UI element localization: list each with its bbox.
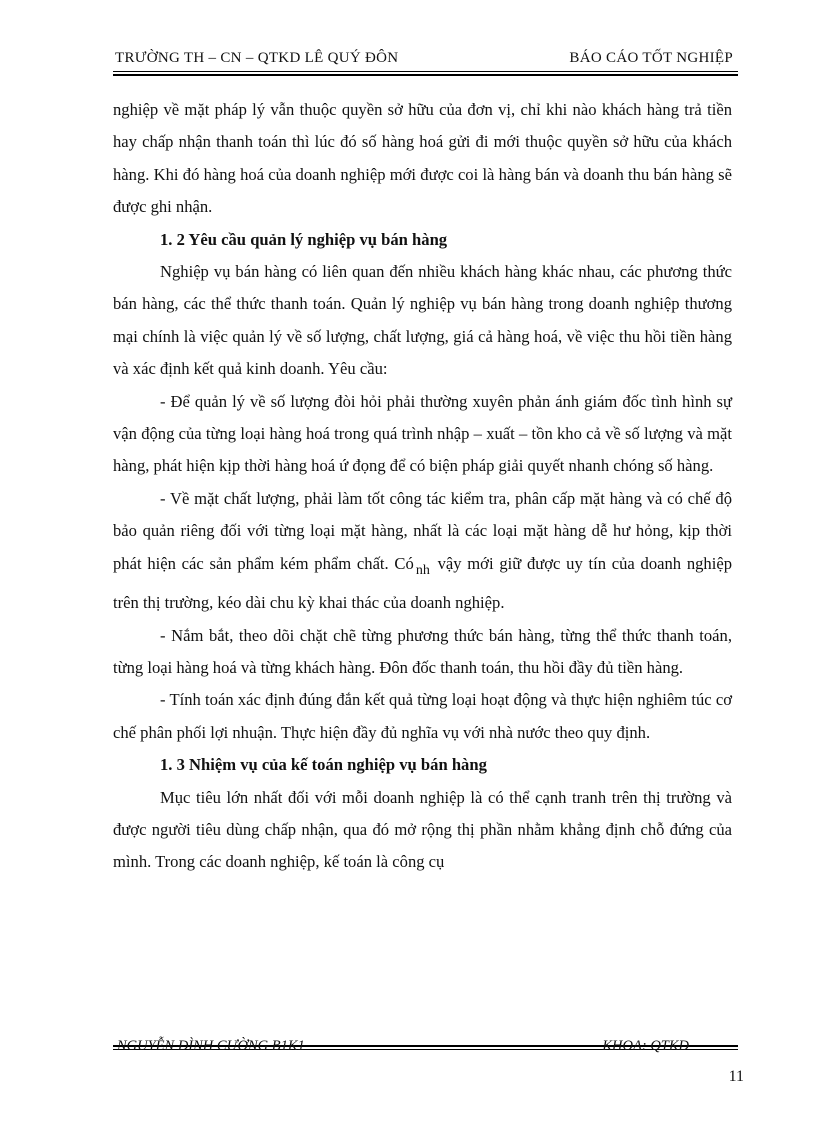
header-school-name: TRƯỜNG TH – CN – QTKD LÊ QUÝ ĐÔN bbox=[115, 50, 399, 66]
page-footer bbox=[113, 1038, 733, 1060]
footer-department: KHOA: QTKD bbox=[602, 1038, 689, 1054]
paragraph-profit-distribution: - Tính toán xác định đúng đắn kết quả từng loại hoạt động và thực hiện nghiêm túc cơ chế phân phối lợi nhuận. Thực hiện đầy đủ nghĩa vụ với nhà nước theo quy định. bbox=[113, 690, 732, 742]
quality-text-part2: vậy mới giữ được uy tín của doanh nghiệp trên thị trường, kéo dài chu kỳ khai thác của doanh nghiệp. bbox=[113, 553, 732, 613]
header-rule bbox=[113, 71, 738, 72]
paragraph-payment-tracking: - Nắm bắt, theo dõi chặt chẽ từng phương thức bán hàng, từng thể thức thanh toán, từng loại hàng hoá và từng khách hàng. Đôn đốc thanh toán, thu hồi đầy đủ tiền hàng. bbox=[113, 625, 732, 677]
section-heading-1-3: 1. 3 Nhiệm vụ của kế toán nghiệp vụ bán hàng bbox=[160, 755, 487, 775]
paragraph-accounting-tasks: Mục tiêu lớn nhất đối với mỗi doanh nghiệp là có thể cạnh tranh trên thị trường và được người tiêu dùng chấp nhận, qua đó mở rộng thị phần nhằm khẳng định chỗ đứng của mình. Trong các doanh nghiệp, kế toán là công cụ bbox=[113, 787, 732, 872]
paragraph-quality-requirement bbox=[113, 483, 732, 620]
paragraph-quantity-requirement: - Để quản lý về số lượng đòi hỏi phải thường xuyên phản ánh giám đốc tình hình sự vận động của từng loại hàng hoá trong quá trình nhập – xuất – tồn kho cả về số lượng và mặt hàng, phát hiện kịp thời hàng hoá ứ đọng để có biện pháp giải quyết nhanh chóng số hàng. bbox=[113, 391, 732, 476]
stray-annotation: nh bbox=[415, 562, 430, 578]
header-rule-thick bbox=[113, 74, 738, 76]
page-header bbox=[113, 46, 737, 70]
paragraph-continued: nghiệp về mặt pháp lý vẫn thuộc quyền sở hữu của đơn vị, chỉ khi nào khách hàng trả tiền hay chấp nhận thanh toán thì lúc đó số hàng hoá gửi đi mới thuộc quyền sở hữu của khách hàng. Khi đó hàng hoá của doanh nghiệp mới được coi là hàng bán và doanh thu bán hàng sẽ được ghi nhận. bbox=[113, 100, 732, 217]
page-number: 11 bbox=[728, 1068, 744, 1085]
footer-author: NGUYỄN ĐÌNH CƯỜNG B1K1 bbox=[117, 1038, 305, 1054]
document-body bbox=[113, 94, 732, 879]
header-report-title: BÁO CÁO TỐT NGHIỆP bbox=[569, 50, 733, 66]
paragraph-sales-management: Nghiệp vụ bán hàng có liên quan đến nhiều khách hàng khác nhau, các phương thức bán hàng, các thể thức thanh toán. Quản lý nghiệp vụ bán hàng trong doanh nghiệp thương mại chính là việc quản lý về số lượng, chất lượng, giá cả hàng hoá, về việc thu hồi tiền hàng và xác định kết quả kinh doanh. Yêu cầu: bbox=[113, 262, 732, 379]
quality-text-part1: - Về mặt chất lượng, phải làm tốt công tác kiểm tra, phân cấp mặt hàng và có chế độ bảo quản riêng đối với từng loại mặt hàng, nhất là các loại mặt hàng dễ hư hỏng, kịp thời phát hiện các sản phẩm kém phẩm chất. Có bbox=[113, 488, 732, 573]
section-heading-1-2: 1. 2 Yêu cầu quản lý nghiệp vụ bán hàng bbox=[160, 229, 448, 249]
